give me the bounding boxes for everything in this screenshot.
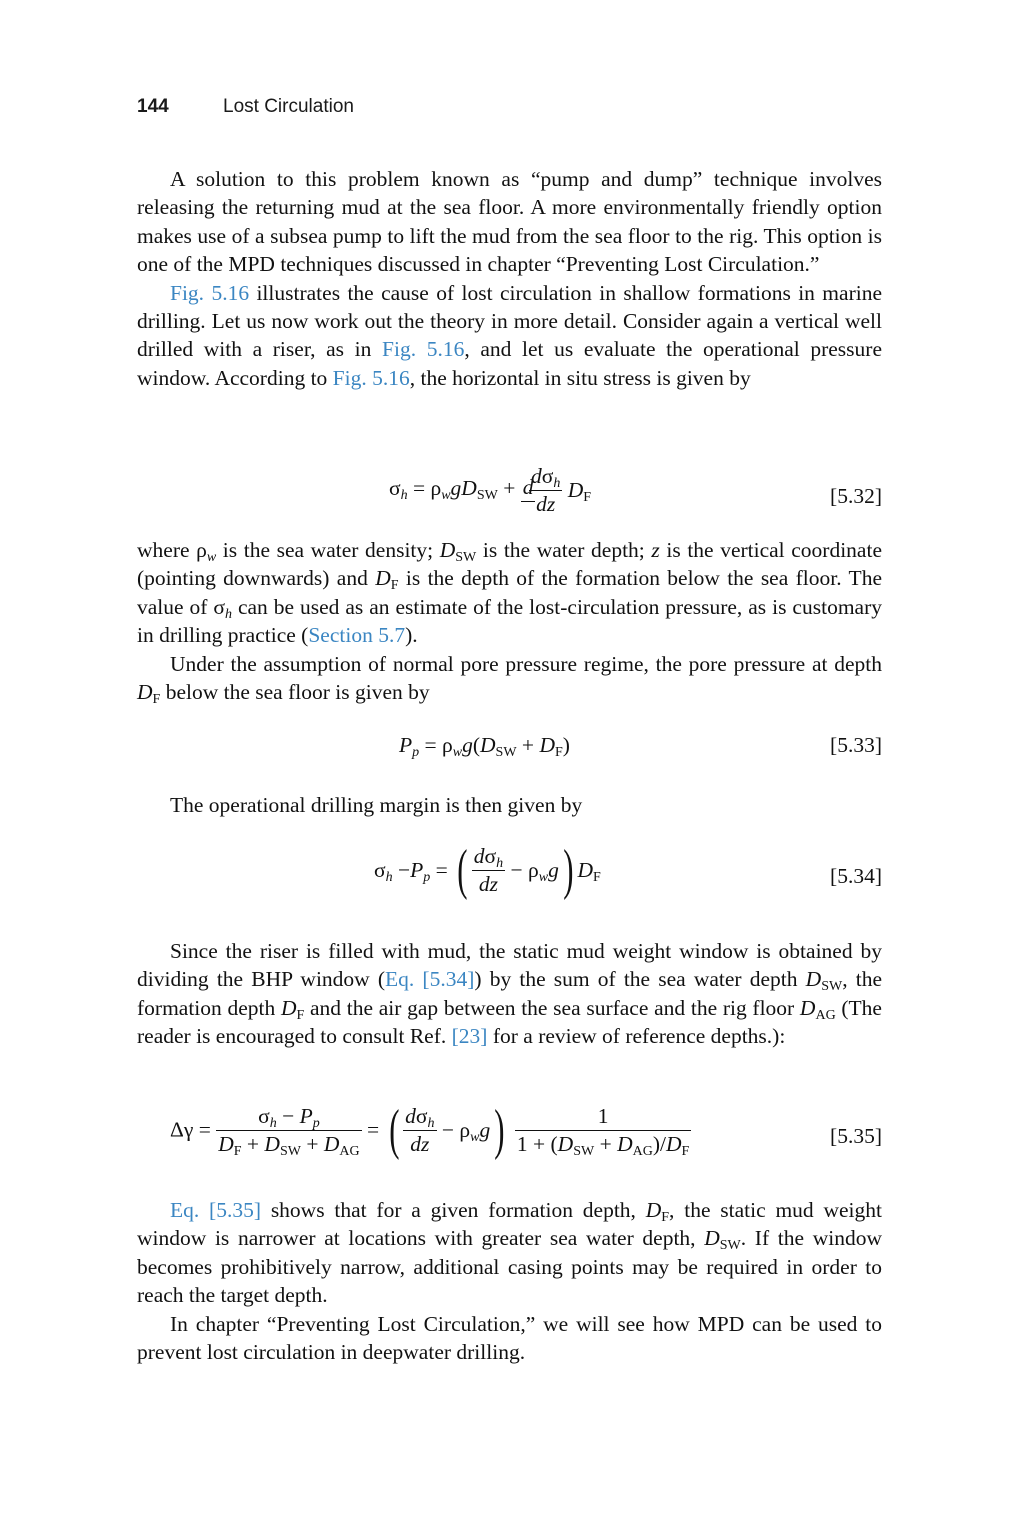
equation-5-35 bbox=[137, 1099, 882, 1174]
paragraph-mud-weight-window: Since the riser is filled with mud, the static mud weight window is obtained by dividing the BHP window (Eq. [5.34]) by the sum of the sea water depth $D_{SW}$, the formation depth $D_F$ and the air gap between the sea surface and the rig floor $D_{AG}$ (The reader is encouraged to consult Ref. [23] for a review of reference depths.): bbox=[137, 939, 882, 1049]
equation-5-32 bbox=[137, 464, 882, 534]
equation-body: $\sigma_h = \rho_wgD_{SW}$ + d bbox=[389, 474, 534, 503]
paragraph-block-1 bbox=[137, 165, 882, 392]
fig-link[interactable]: Fig. 5.16 bbox=[382, 337, 465, 362]
fig-link[interactable]: Fig. 5.16 bbox=[170, 280, 250, 305]
paragraph-block-2 bbox=[137, 536, 882, 706]
paragraph-block-5 bbox=[137, 1196, 882, 1366]
page-number: 144 bbox=[137, 96, 169, 117]
paragraph-mpd-conclusion: In chapter “Preventing Lost Circulation,” we will see how MPD can be used to prevent lost circulation in deepwater drilling. bbox=[137, 1311, 882, 1365]
paragraph-block-3 bbox=[137, 791, 882, 819]
equation-link[interactable]: Eq. [5.34] bbox=[385, 967, 475, 992]
equation-fraction: $\frac{d\sigma_h}{dz}$ $D_F$ bbox=[531, 464, 592, 516]
equation-5-34 bbox=[137, 839, 882, 912]
reference-link[interactable]: [23] bbox=[451, 1024, 488, 1049]
paragraph-variable-definitions: where $\rho_w$ is the sea water density; $D_{SW}$ is the water depth; z is the vertical coordinate (pointing downwards) and $D_F$ is the depth of the formation below the sea floor. The value of $\sigma_h$ can be used as an estimate of the lost-circulation pressure, as is customary in drilling practice (Section 5.7). bbox=[137, 538, 882, 648]
paragraph-fig-reference: Fig. 5.16 illustrates the cause of lost circulation in shallow formations in marine drilling. Let us now work out the theory in more detail. Consider again a vertical well drilled with a riser, as in Fig. 5.16, and let us evaluate the operational pressure window. According to Fig. 5.16, the horizontal in situ stress is given by bbox=[137, 280, 883, 390]
fig-link[interactable]: Fig. 5.16 bbox=[332, 365, 410, 390]
paragraph-pore-pressure: Under the assumption of normal pore pressure regime, the pore pressure at depth $D_F$ below the sea floor is given by bbox=[137, 651, 882, 708]
equation-number: [5.32] bbox=[830, 484, 882, 508]
running-header bbox=[137, 96, 354, 118]
equation-5-33 bbox=[137, 733, 882, 767]
equation-body: $\sigma_h -P_p$ = ( $\frac{d\sigma_h}{dz}$ − $\rho_wg$) $D_F$ bbox=[374, 839, 601, 901]
equation-link[interactable]: Eq. [5.35] bbox=[170, 1198, 262, 1222]
paragraph-narrow-window: Eq. [5.35] shows that for a given formation depth, $D_F$, the static mud weight window is narrower at locations with greater sea water depth, $D_{SW}$. If the window becomes prohibitively narrow, additional casing points may be required in order to reach the target depth. bbox=[137, 1198, 882, 1308]
paragraph-drilling-margin: The operational drilling margin is then given by bbox=[170, 793, 583, 817]
equation-body: $P_p = \rho_wg(D_{SW} + D_F)$ bbox=[399, 733, 570, 760]
equation-number: [5.33] bbox=[830, 733, 882, 757]
running-title: Lost Circulation bbox=[223, 96, 354, 117]
equation-number: [5.34] bbox=[830, 864, 882, 888]
equation-body: Δγ = $\frac{\sigma_h - P_p}{D_F + D_{SW} + D_{AG}}$ = ( $\frac{d\sigma_h}{dz}$ − $\rho_wg$) $\frac{1}{1 + (D_{SW} + D_{AG})/D_F}$ bbox=[170, 1099, 690, 1161]
equation-number: [5.35] bbox=[830, 1124, 882, 1148]
section-link[interactable]: Section 5.7 bbox=[308, 623, 406, 648]
paragraph-pump-and-dump: A solution to this problem known as “pump and dump” technique involves releasing the returning mud at the sea floor. A more environmentally friendly option makes use of a subsea pump to lift the mud from the sea floor to the rig. This option is one of the MPD techniques discussed in chapter “Preventing Lost Circulation.” bbox=[137, 167, 882, 277]
paragraph-block-4 bbox=[137, 937, 882, 1051]
